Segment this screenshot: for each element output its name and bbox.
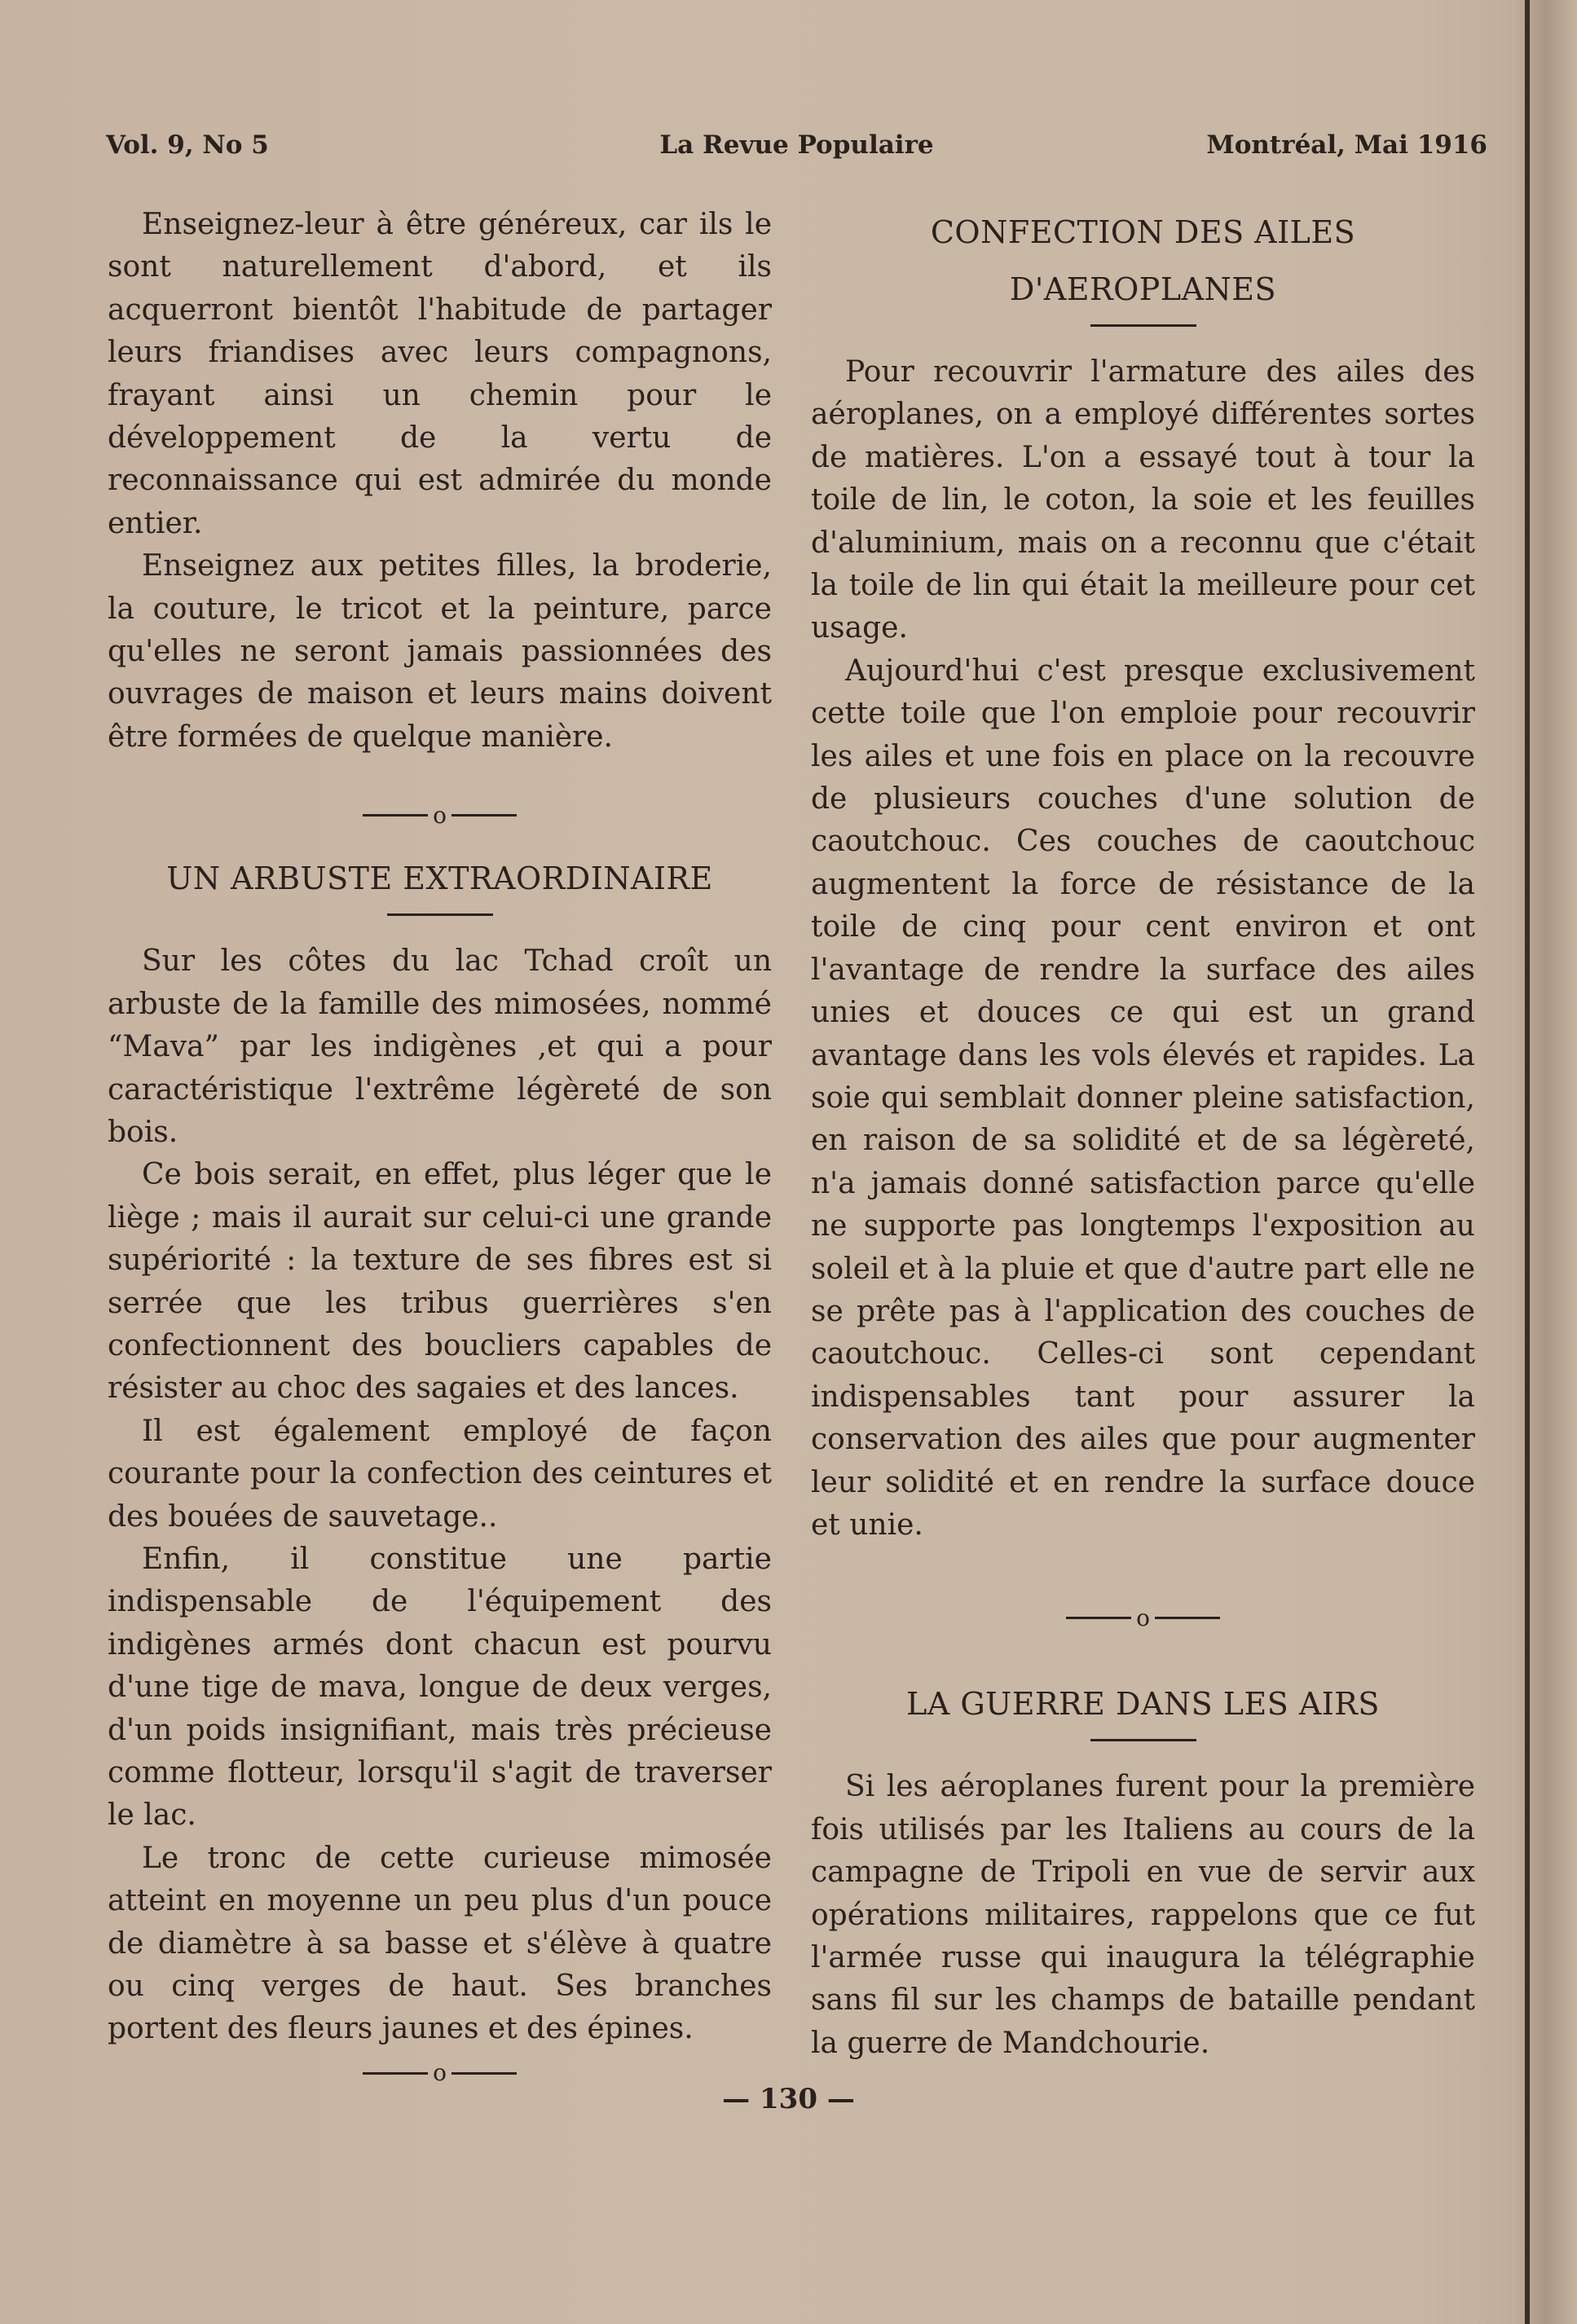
paragraph: Enseignez aux petites filles, la broderie, la couture, le tricot et la peinture, parce qu'elles ne seront jamais passionnées des ouvrages de maison et leurs mains doivent être formées de quelque manière. bbox=[108, 549, 772, 754]
paragraph: Enseignez-leur à être généreux, car ils le sont naturellement d'abord, et ils acquerront bientôt l'habitude de partager leurs friandises avec leurs compagnons, frayant ainsi un chemin pour le développement de la vertu de reconnaissance qui est admirée du monde entier. bbox=[108, 208, 772, 540]
article-title: CONFECTION DES AILES D'AEROPLANES bbox=[930, 214, 1356, 307]
paragraph: Aujourd'hui c'est presque exclusivement cette toile que l'on emploie pour recouvrir les ailes et une fois en place on la recouvre de plusieurs couches d'une solution de caoutchouc. Ces couches de caoutchouc augmentent la force de résistance de la toile de cinq pour cent environ et ont l'avantage de rendre la surface des ailes unies et douces ce qui est un grand avantage dans les vols élevés et rapides. La soie qui semblait donner pleine satisfaction, en raison de sa solidité et de sa légèreté, n'a jamais donné satisfaction parce qu'elle ne supporte pas longtemps l'exposition au soleil et à la pluie et que d'autre part elle ne se prête pas à l'application des couches de caoutchouc. Celles-ci sont cependant indispensables tant pour assurer la conservation des ailes que pour augmenter leur solidité et en rendre la surface douce et unie. bbox=[811, 654, 1475, 1542]
running-header bbox=[106, 130, 1487, 171]
separator bbox=[811, 1596, 1475, 1638]
article-title: UN ARBUSTE EXTRAORDINAIRE bbox=[166, 860, 713, 897]
separator-mark: o bbox=[1136, 1604, 1150, 1631]
place-date: Montréal, Mai 1916 bbox=[1206, 130, 1487, 160]
paragraph: Il est également employé de façon courante pour la confection des ceintures et des bouées de sauvetage.. bbox=[108, 1414, 772, 1534]
left-column bbox=[108, 204, 772, 2093]
separator-mark: o bbox=[433, 801, 447, 829]
separator bbox=[108, 793, 772, 835]
paragraph: Si les aéroplanes furent pour la première fois utilisés par les Italiens au cours de la campagne de Tripoli en vue de servir aux opérations militaires, rappelons que ce fut l'armée russe qui inaugura la télégraphie sans fil sur les champs de bataille pendant la guerre de Mandchourie. bbox=[811, 1770, 1475, 2060]
paragraph: Sur les côtes du lac Tchad croît un arbuste de la famille des mimosées, nommé “Mava” par les indigènes ,et qui a pour caractéristique l'extrême légèreté de son bois. bbox=[108, 944, 772, 1149]
page-number: — 130 — bbox=[722, 2083, 855, 2115]
paragraph: Enfin, il constitue une partie indispensable de l'équipement des indigènes armés dont chacun est pourvu d'une tige de mava, longue de deux verges, d'un poids insignifiant, mais très précieuse comme flotteur, lorsqu'il s'agit de traverser le lac. bbox=[108, 1542, 772, 1833]
article-title: LA GUERRE DANS LES AIRS bbox=[906, 1686, 1380, 1723]
title-rule bbox=[1090, 324, 1196, 327]
journal-title: La Revue Populaire bbox=[659, 130, 934, 160]
right-column bbox=[811, 204, 1475, 2065]
paragraph: Ce bois serait, en effet, plus léger que le liège ; mais il aurait sur celui-ci une grande supériorité : la texture de ses fibres est si serrée que les tribus guerrières s'en confectionnent des boucliers capables de résister au choc des sagaies et des lances. bbox=[108, 1158, 772, 1406]
title-rule bbox=[387, 913, 493, 916]
volume-number: Vol. 9, No 5 bbox=[106, 130, 269, 160]
paragraph: Le tronc de cette curieuse mimosée atteint en moyenne un peu plus d'un pouce de diamètre à sa basse et s'élève à quatre ou cinq verges de haut. Ses branches portent des fleurs jaunes et des épines. bbox=[108, 1841, 772, 2046]
paragraph: Pour recouvrir l'armature des ailes des aéroplanes, on a employé différentes sortes de matières. L'on a essayé tout à tour la toile de lin, le coton, la soie et les feuilles d'aluminium, mais on a reconnu que c'était la toile de lin qui était la meilleure pour cet usage. bbox=[811, 355, 1475, 645]
title-rule bbox=[1090, 1739, 1196, 1741]
page-edge bbox=[1525, 0, 1530, 2324]
separator-mark: o bbox=[433, 2059, 447, 2087]
